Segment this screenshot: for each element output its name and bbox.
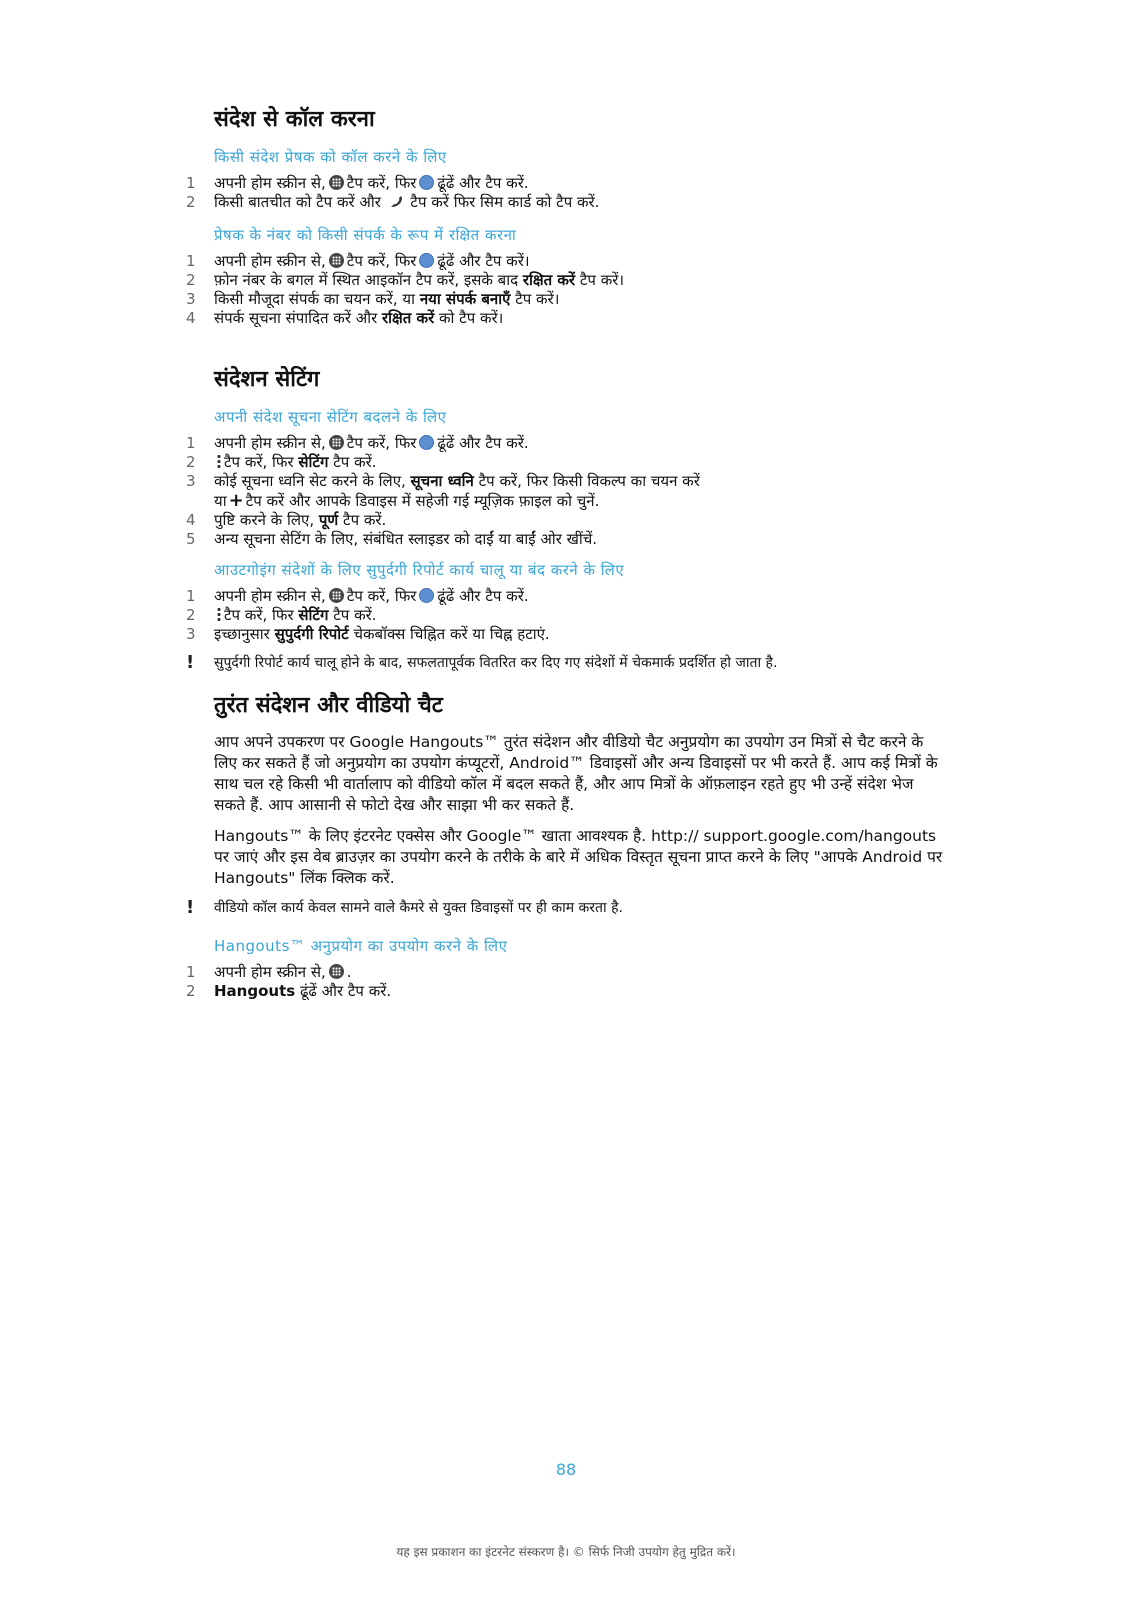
messaging-icon [419,175,434,190]
section-title-call-from-message: संदेश से कॉल करना [214,107,375,132]
step-2: 2 टैप करें, फिर सेटिंग टैप करें. [186,606,377,624]
apps-icon [329,964,344,979]
phone-icon [389,195,403,214]
paragraph-hangouts-intro: आप अपने उपकरण पर Google Hangouts™ तुरंत संदेशन और वीडियो चैट अनुप्रयोग का उपयोग उन मित्रों से चैट करने के लिए कर सकते हैं जो अनुप्रयोग का उपयोग कंप्यूटरों, Android™ डिवाइसों और अन्य डिवाइसों पर भी करते हैं. आप कई मित्रों के साथ चल रहे किसी भी वार्तालाप को वीडियो कॉल में बदल सकते हैं, और आप मित्रों के ऑफ़लाइन रहते हुए भी उन्हें संदेश भेज सकते हैं. आप आसानी से फोटो देख और साझा भी कर सकते हैं. [214,733,938,814]
step-3: 3 इच्छानुसार सुपुर्दगी रिपोर्ट चेकबॉक्स चिह्नित करें या चिह्न हटाएं. [186,625,550,643]
menu-icon [217,607,221,622]
plus-icon: + [228,490,244,511]
apps-icon [329,175,344,190]
step-2: 2 किसी बातचीत को टैप करें और टैप करें फिर सिम कार्ड को टैप करें. [186,193,946,214]
section-title-instant-messaging: तुरंत संदेशन और वीडियो चैट [214,693,443,718]
steps-notification-settings [186,434,946,549]
step-2: 2 Hangouts ढूंढें और टैप करें. [186,982,392,1000]
section-title-messaging-settings: संदेशन सेटिंग [214,367,320,392]
page-number: 88 [555,1460,577,1479]
messaging-icon [419,588,434,603]
note-video-call: ! वीडियो कॉल कार्य केवल सामने वाले कैमरे से युक्त डिवाइसों पर ही काम करता है. [186,897,623,918]
messaging-icon [419,435,434,450]
step-2: 2 टैप करें, फिर सेटिंग टैप करें. [186,453,377,471]
step-1: 1 अपनी होम स्क्रीन से, टैप करें, फिर ढूंढें और टैप करें. [186,434,529,452]
apps-icon [329,588,344,603]
paragraph-hangouts-requirements: Hangouts™ के लिए इंटरनेट एक्सेस और Google™ खाता आवश्यक है. http:// support.google.com/hangouts पर जाएं और इस वेब ब्राउज़र का उपयोग करने के तरीके के बारे में अधिक विस्तृत सूचना प्राप्त करने के लिए "आपके Android पर Hangouts" लिंक क्लिक करें. [214,827,943,887]
subheading-use-hangouts: Hangouts™ अनुप्रयोग का उपयोग करने के लिए [214,937,508,955]
step-1: 1 अपनी होम स्क्रीन से, टैप करें, फिर ढूंढें और टैप करें. [186,587,529,605]
subheading-call-sender: किसी संदेश प्रेषक को कॉल करने के लिए [214,148,447,166]
step-2: 2 फ़ोन नंबर के बगल में स्थित आइकॉन टैप करें, इसके बाद रक्षित करें टैप करें। [186,271,625,289]
step-5: 5 अन्य सूचना सेटिंग के लिए, संबंधित स्लाइडर को दाईं या बाईं ओर खींचें. [186,530,598,548]
menu-icon [217,454,221,469]
footer-notice: यह इस प्रकाशन का इंटरनेट संस्करण है। © सिर्फ निजी उपयोग हेतु मुद्रित करें। [396,1545,736,1559]
apps-icon [329,253,344,268]
step-1: 1 अपनी होम स्क्रीन से, . [186,963,352,981]
content [186,104,946,1011]
step-1: 1 अपनी होम स्क्रीन से, टैप करें, फिर ढूंढें और टैप करें. [186,174,529,192]
subheading-delivery-report: आउटगोइंग संदेशों के लिए सुपुर्दगी रिपोर्ट कार्य चालू या बंद करने के लिए [214,561,625,579]
step-3: 3 कोई सूचना ध्वनि सेट करने के लिए, सूचना ध्वनि टैप करें, फिर किसी विकल्प का चयन करें या + टैप करें और आपके डिवाइस में सहेजी गई म्यूज़िक फ़ाइल को चुनें. [186,472,700,511]
warning-icon: ! [186,897,195,918]
step-1: 1 अपनी होम स्क्रीन से, टैप करें, फिर ढूंढें और टैप करें। [186,252,530,270]
steps-delivery-report [186,587,946,644]
step-4: 4 संपर्क सूचना संपादित करें और रक्षित करें को टैप करें। [186,309,504,327]
note-delivery-report: ! सुपुर्दगी रिपोर्ट कार्य चालू होने के बाद, सफलतापूर्वक वितरित कर दिए गए संदेशों में चेकमार्क प्रदर्शित हो जाता है. [186,652,778,673]
step-4: 4 पुष्टि करने के लिए, पूर्ण टैप करें. [186,511,387,529]
subheading-notification-settings: अपनी संदेश सूचना सेटिंग बदलने के लिए [214,408,447,426]
messaging-icon [419,253,434,268]
steps-use-hangouts [186,963,946,1001]
steps-save-sender [186,252,946,328]
warning-icon: ! [186,652,195,673]
step-3: 3 किसी मौजूदा संपर्क का चयन करें, या नया संपर्क बनाएँ टैप करें। [186,290,560,308]
steps-call-sender [186,174,946,214]
subheading-save-sender: प्रेषक के नंबर को किसी संपर्क के रूप में रक्षित करना [214,226,517,244]
apps-icon [329,435,344,450]
